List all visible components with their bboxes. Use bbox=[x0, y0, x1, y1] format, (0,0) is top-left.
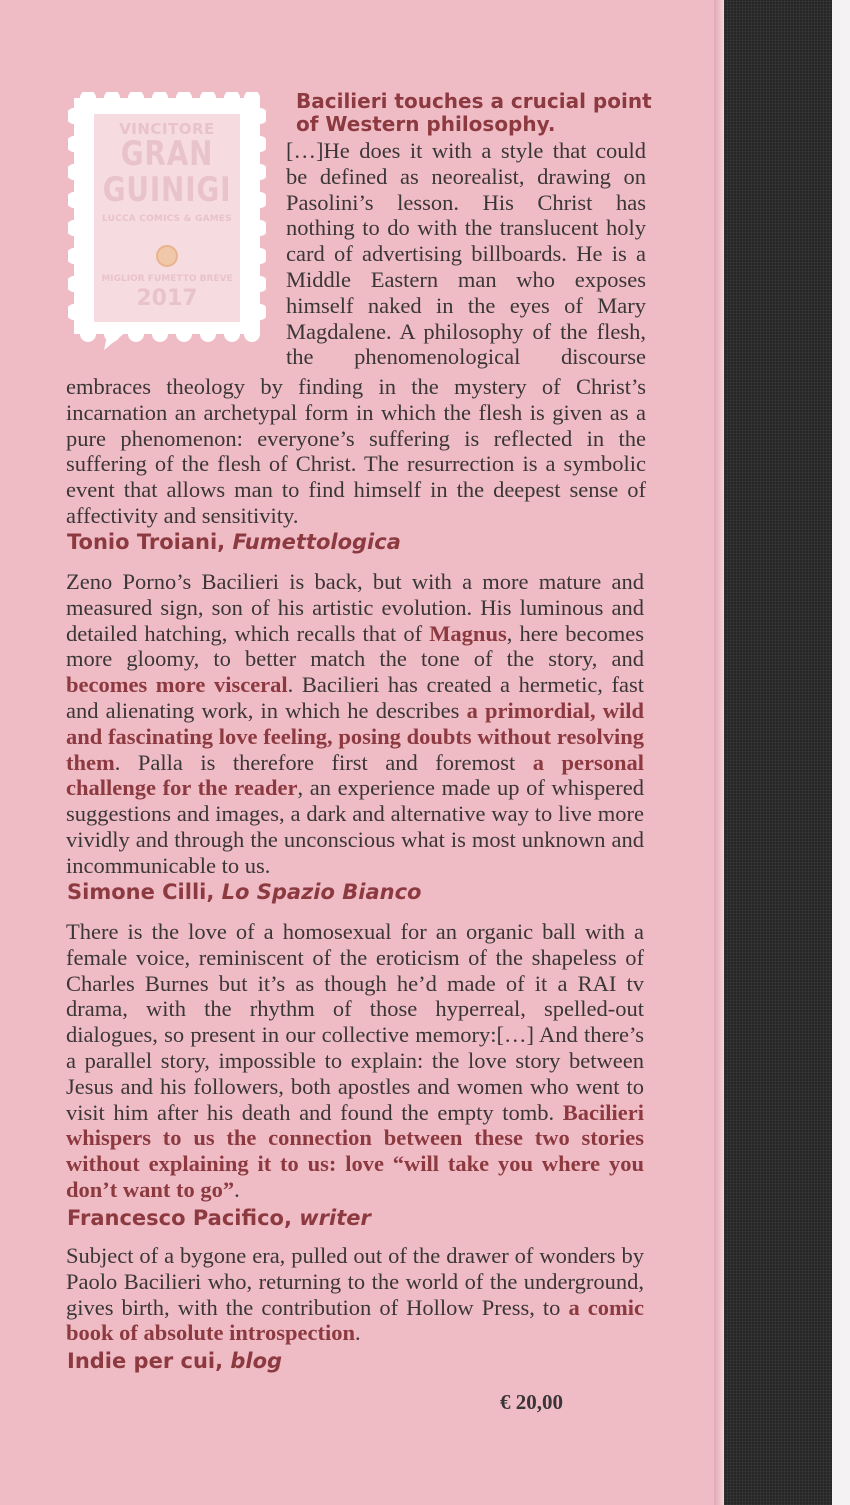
text-line: the phenomenological discourse bbox=[286, 344, 646, 370]
badge-line-1: VINCITORE bbox=[119, 120, 215, 138]
review-3-source: writer bbox=[299, 1206, 371, 1230]
review-1-text-wide bbox=[66, 374, 646, 529]
book-spine bbox=[724, 0, 832, 1505]
review-3-text-2: . bbox=[234, 1176, 240, 1202]
review-2-attribution bbox=[67, 880, 421, 904]
badge-line-4: LUCCA COMICS & GAMES bbox=[102, 214, 232, 224]
text-line: incarnation an archetypal form in which the flesh is given as a bbox=[66, 399, 646, 425]
review-4-source: blog bbox=[230, 1349, 283, 1373]
review-2-author: Simone Cilli, bbox=[67, 880, 215, 904]
review-2-text-4: . Palla is therefore first and foremost bbox=[114, 749, 533, 775]
text-line: nothing to do with the translucent holy bbox=[286, 215, 646, 241]
review-2-text-2: , here becomes more gloomy, to better match the tone of the story, and bbox=[66, 620, 645, 672]
medal-icon bbox=[157, 246, 177, 266]
badge-line-2: GRAN bbox=[120, 134, 214, 174]
review-3-author: Francesco Pacifico, bbox=[67, 1206, 292, 1230]
review-2-text-5: , an experience made up of whispered suggestions and images, a dark and alternative way to live more vividly and through the unconscious what is most unknown and incommunicable to us. bbox=[66, 775, 644, 878]
badge-year: 2017 bbox=[136, 286, 198, 311]
scan-margin bbox=[832, 0, 850, 1505]
review-2-highlight-3: a primordial, wild and fascinating love feeling, posing doubts without resolving them bbox=[66, 697, 644, 775]
award-badge bbox=[68, 92, 266, 350]
text-line: Magdalene. A philosophy of the flesh, bbox=[286, 318, 646, 344]
text-line: card of advertising billboards. He is a bbox=[286, 241, 646, 267]
review-2-text-1: Zeno Porno’s Bacilieri is back, but with a more mature and measured sign, son of his artistic evolution. His luminous and detailed hatching, which recalls that of bbox=[66, 569, 644, 646]
text-line: affectivity and sensitivity. bbox=[66, 502, 299, 528]
text-line: be defined as neorealist, drawing on bbox=[286, 163, 646, 189]
text-line: suffering of the flesh of Christ. The resurrection is a symbolic bbox=[66, 451, 646, 477]
review-4-author: Indie per cui, bbox=[67, 1349, 224, 1373]
review-4-text-1: Subject of a bygone era, pulled out of the drawer of wonders by Paolo Bacilieri who, returning to the world of the underground, gives birth, with the contribution of Hollow Press, to bbox=[66, 1243, 644, 1320]
review-2-highlight-4: a personal challenge for the reader bbox=[66, 749, 644, 801]
badge-line-3: GUINIGI bbox=[102, 170, 232, 210]
text-line: pure phenomenon: everyone’s suffering is reflected in the bbox=[66, 425, 646, 451]
text-line: […]He does it with a style that could bbox=[286, 138, 646, 163]
review-1-source: Fumettologica bbox=[232, 530, 401, 554]
review-2-highlight-1: Magnus bbox=[429, 620, 507, 646]
review-2-highlight-2: becomes more visceral bbox=[66, 672, 288, 698]
review-3-attribution bbox=[67, 1206, 371, 1230]
text-line: himself naked in the eyes of Mary bbox=[286, 292, 646, 318]
review-4-highlight-1: a comic book of absolute introspection bbox=[66, 1294, 644, 1346]
text-line: Pasolini’s lesson. His Christ has bbox=[286, 189, 646, 215]
review-3-text-1: There is the love of a homosexual for an organic ball with a female voice, reminiscent of the eroticism of the shapeless of Charles Burnes but it’s as though he’d made of it a RAI tv drama, with the rhythm of those hyperreal, spelled-out dialogues, so present in our collective memory:[…] And there’s a parallel story, impossible to explain: the love story between Jesus and his followers, both apostles and women who went to visit him after his death and found the empty tomb. bbox=[66, 919, 644, 1125]
review-1-author: Tonio Troiani, bbox=[67, 530, 226, 554]
review-4-text-2: . bbox=[355, 1320, 361, 1346]
review-4-text bbox=[66, 1243, 644, 1346]
badge-line-5: MIGLIOR FUMETTO BREVE bbox=[101, 274, 233, 284]
review-4-attribution bbox=[67, 1349, 282, 1373]
cover-edge bbox=[714, 0, 724, 1505]
text-line: event that allows man to find himself in the deepest sense of bbox=[66, 477, 646, 503]
review-1-text-narrow bbox=[286, 138, 646, 370]
review-2-text-3: . Bacilieri has created a hermetic, fast and alienating work, in which he describes bbox=[66, 672, 645, 723]
review-2-text bbox=[66, 569, 644, 879]
price: € 20,00 bbox=[500, 1390, 563, 1414]
review-1-attribution bbox=[67, 530, 401, 554]
review-3-text bbox=[66, 919, 644, 1203]
review-3-highlight-1: Bacilieri whispers to us the connection between these two stories without explaining it to us: love “will take you where you don’t want to go” bbox=[66, 1099, 644, 1202]
text-line: Middle Eastern man who exposes bbox=[286, 266, 646, 292]
text-line: embraces theology by finding in the mystery of Christ’s bbox=[66, 374, 646, 399]
review-2-source: Lo Spazio Bianco bbox=[221, 880, 422, 904]
review-1-headline: Bacilieri touches a crucial point of Western philosophy. bbox=[296, 89, 652, 136]
